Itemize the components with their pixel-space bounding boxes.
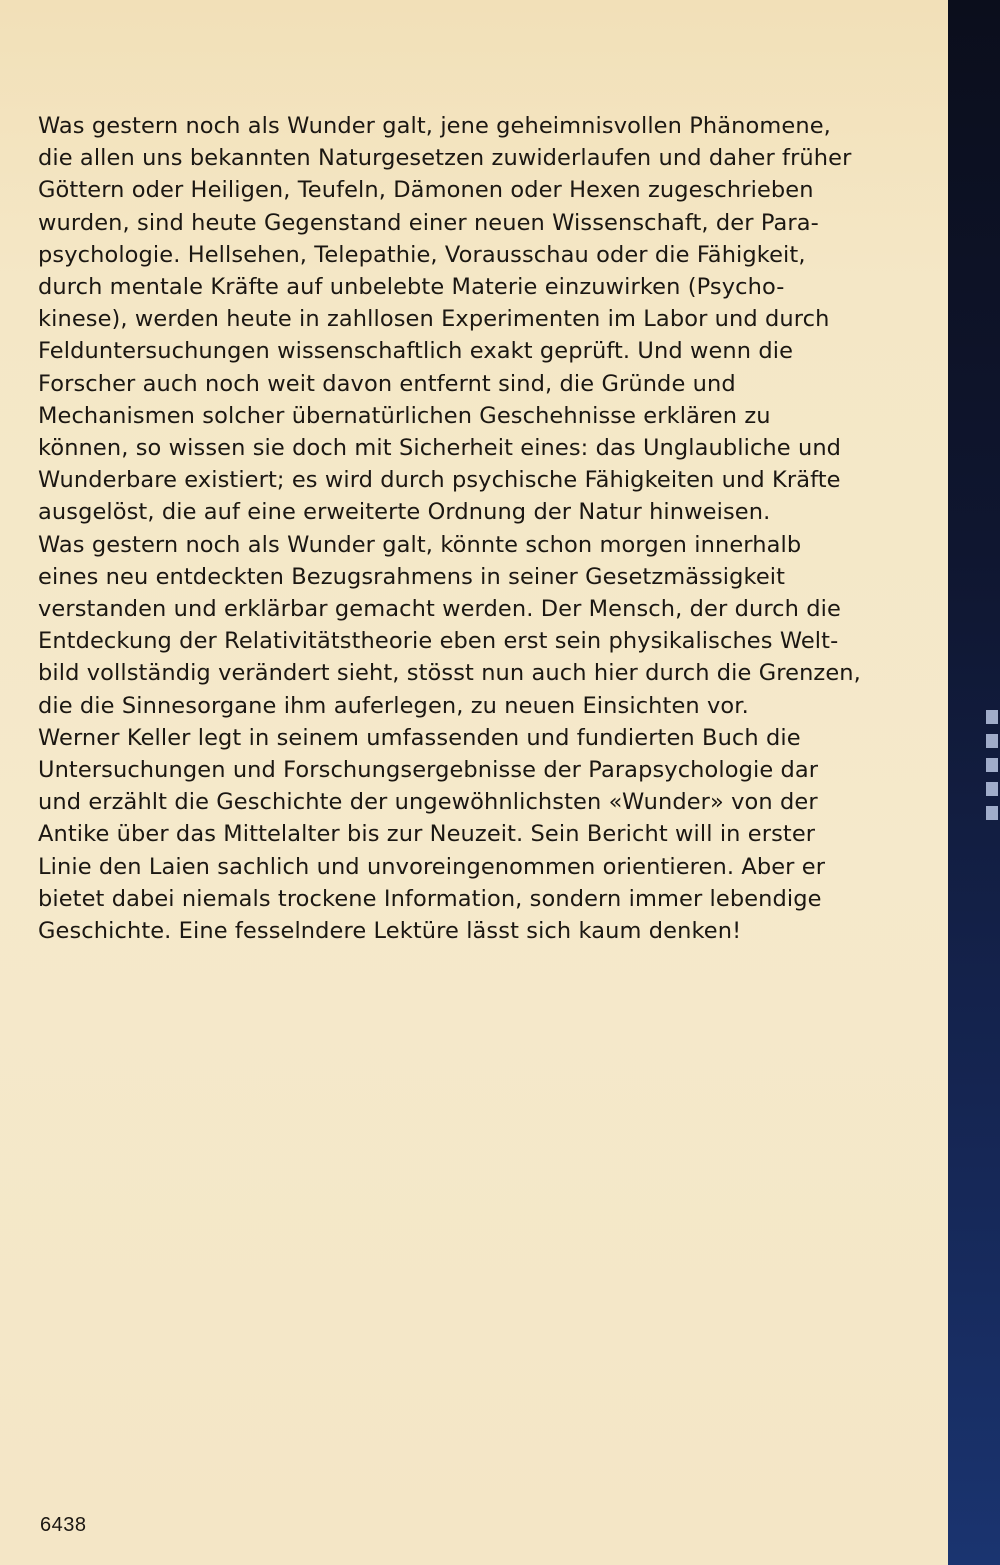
blurb-line: psychologie. Hellsehen, Telepathie, Vorausschau oder die Fähigkeit, bbox=[38, 241, 806, 268]
blurb-line: Wunderbare existiert; es wird durch psychische Fähigkeiten und Kräfte bbox=[38, 467, 841, 494]
blurb-line: Göttern oder Heiligen, Teufeln, Dämonen oder Hexen zugeschrieben bbox=[38, 177, 814, 204]
blurb-line: die die Sinnesorgane ihm auferlegen, zu neuen Einsichten vor. bbox=[38, 692, 749, 719]
blurb-line: Entdeckung der Relativitätstheorie eben erst sein physikalisches Welt- bbox=[38, 628, 839, 655]
blurb-line: und erzählt die Geschichte der ungewöhnlichsten «Wunder» von der bbox=[38, 789, 818, 816]
blurb-line: die allen uns bekannten Naturgesetzen zuwiderlaufen und daher früher bbox=[38, 145, 852, 172]
catalog-number: 6438 bbox=[40, 1514, 87, 1536]
spine-lettering-fragment bbox=[986, 710, 998, 820]
blurb-line: Werner Keller legt in seinem umfassenden und fundierten Buch die bbox=[38, 724, 801, 751]
blurb-line: bild vollständig verändert sieht, stösst nun auch hier durch die Grenzen, bbox=[38, 660, 861, 687]
blurb-line: bietet dabei niemals trockene Information, sondern immer lebendige bbox=[38, 885, 822, 912]
blurb-line: können, so wissen sie doch mit Sicherheit eines: das Unglaubliche und bbox=[38, 435, 842, 462]
blurb-line: Geschichte. Eine fesselndere Lektüre lässt sich kaum denken! bbox=[38, 918, 742, 945]
blurb-line: verstanden und erklärbar gemacht werden. Der Mensch, der durch die bbox=[38, 596, 841, 623]
blurb-line: Forscher auch noch weit davon entfernt sind, die Gründe und bbox=[38, 370, 736, 397]
blurb-line: eines neu entdeckten Bezugsrahmens in seiner Gesetzmässigkeit bbox=[38, 563, 786, 590]
blurb-line: Untersuchungen und Forschungsergebnisse der Parapsychologie dar bbox=[38, 757, 819, 784]
blurb-line: Was gestern noch als Wunder galt, könnte schon morgen innerhalb bbox=[38, 531, 802, 558]
blurb-line: Linie den Laien sachlich und unvoreingenommen orientieren. Aber er bbox=[38, 853, 826, 880]
blurb-text bbox=[38, 110, 898, 947]
blurb-line: Mechanismen solcher übernatürlichen Geschehnisse erklären zu bbox=[38, 402, 771, 429]
blurb-line: Antike über das Mittelalter bis zur Neuzeit. Sein Bericht will in erster bbox=[38, 821, 816, 848]
blurb-line: wurden, sind heute Gegenstand einer neuen Wissenschaft, der Para- bbox=[38, 209, 819, 236]
blurb-line: ausgelöst, die auf eine erweiterte Ordnung der Natur hinweisen. bbox=[38, 499, 771, 526]
blurb-line: Was gestern noch als Wunder galt, jene geheimnisvollen Phänomene, bbox=[38, 113, 831, 139]
blurb-line: Felduntersuchungen wissenschaftlich exakt geprüft. Und wenn die bbox=[38, 338, 794, 365]
blurb-line: durch mentale Kräfte auf unbelebte Materie einzuwirken (Psycho- bbox=[38, 274, 785, 301]
blurb-line: kinese), werden heute in zahllosen Experimenten im Labor und durch bbox=[38, 306, 830, 333]
